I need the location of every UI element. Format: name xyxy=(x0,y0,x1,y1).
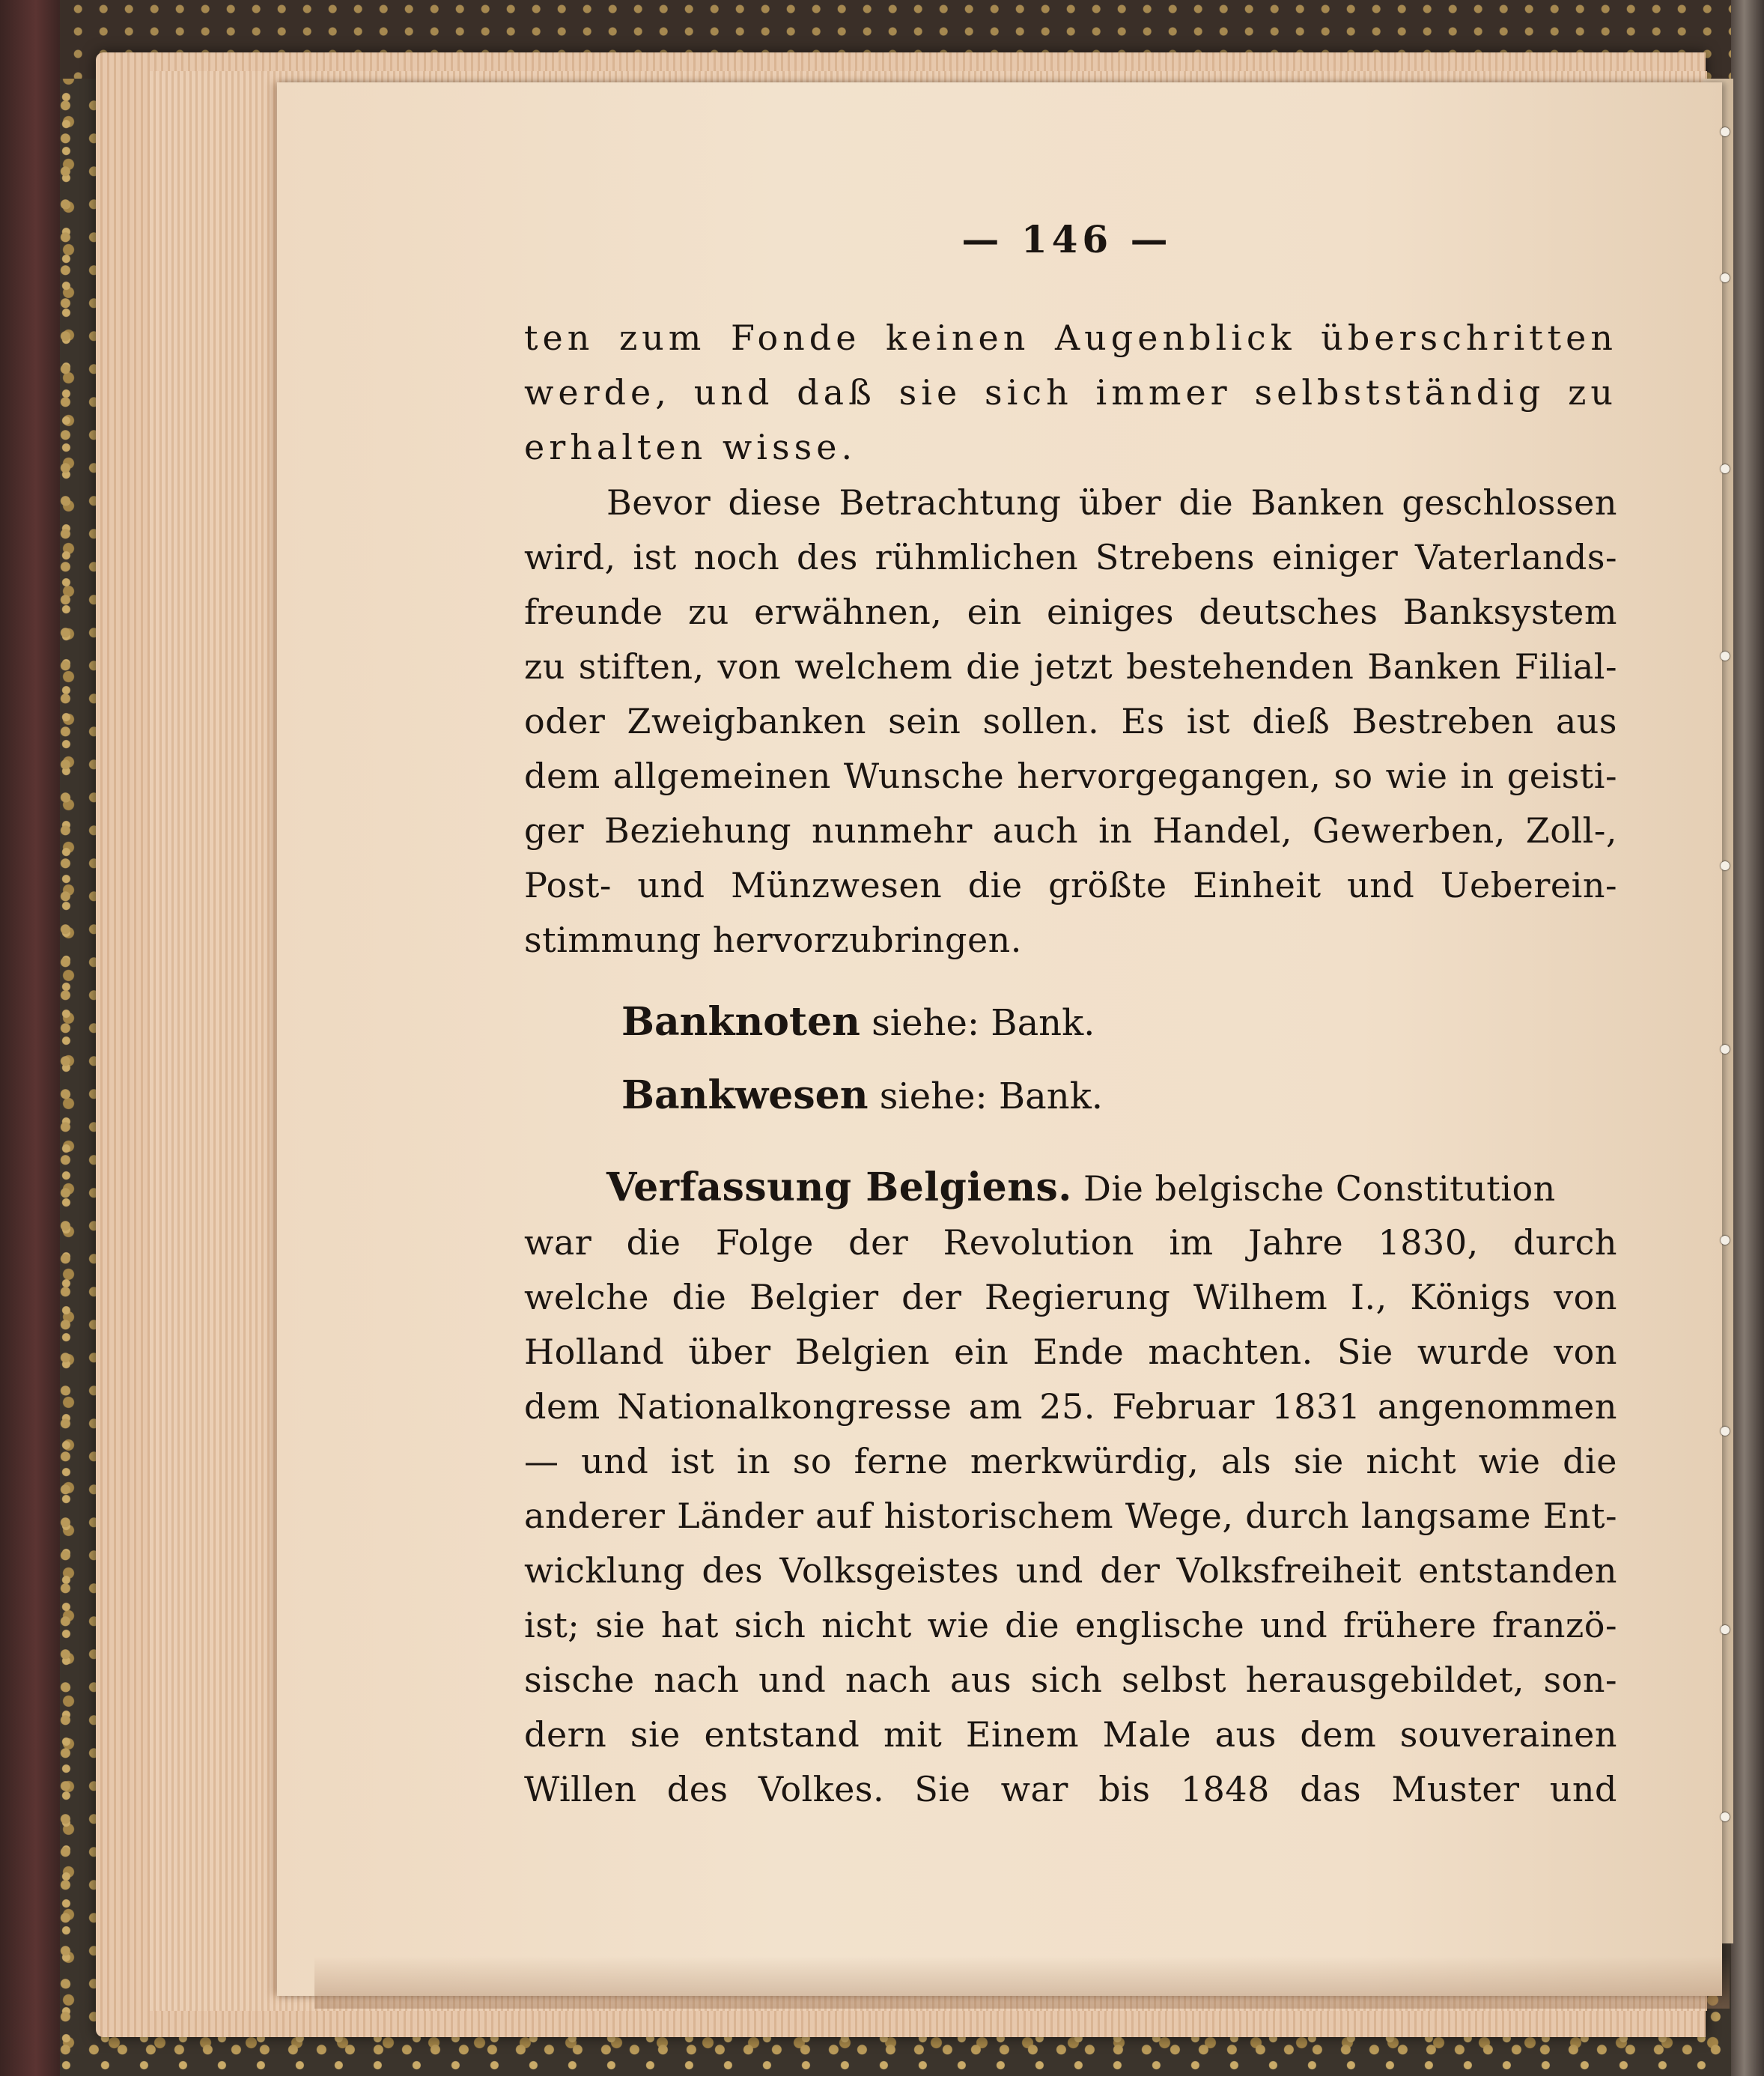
entry-headword: Bankwesen xyxy=(621,1072,869,1118)
binding-stitch xyxy=(1721,1236,1730,1245)
binding-stitch xyxy=(1721,861,1730,870)
text-line: Bevor diese Betrachtung über die Banken geschlossen xyxy=(606,482,1617,523)
text-line: ist; sie hat sich nicht wie die englische und frühere franzö- xyxy=(524,1605,1617,1645)
entry-text: siehe: Bank. xyxy=(868,1075,1104,1117)
text-line: dem Nationalkongresse am 25. Februar 1831 angenommen xyxy=(524,1386,1617,1427)
text-line: werde, und daß sie sich immer selbstständig zu xyxy=(524,372,1617,413)
text-line: stimmung hervorzubringen. xyxy=(524,920,1022,960)
text-line: dern sie entstand mit Einem Male aus dem souverainen xyxy=(524,1714,1617,1755)
text-line: Holland über Belgien ein Ende machten. Sie wurde von xyxy=(524,1332,1617,1372)
cover-leather-edge xyxy=(0,0,60,2076)
text-line: Willen des Volkes. Sie war bis 1848 das Muster und xyxy=(524,1769,1617,1809)
section-heading-line xyxy=(524,1165,1617,1211)
text-line: wird, ist noch des rühmlichen Strebens einiger Vaterlands- xyxy=(524,537,1617,577)
text-line: ten zum Fonde keinen Augenblick überschritten xyxy=(524,318,1617,358)
page-number: — 146 — xyxy=(961,217,1173,261)
dictionary-entry xyxy=(621,1069,1103,1122)
text-line: dem allgemeinen Wunsche hervorgegangen, so wie in geisti- xyxy=(524,756,1617,796)
book-spine xyxy=(1731,0,1764,2076)
text-line: zu stiften, von welchem die jetzt bestehenden Banken Filial- xyxy=(524,646,1617,687)
binding-stitch xyxy=(1721,1625,1730,1634)
entry-text: siehe: Bank. xyxy=(860,1002,1095,1044)
section-headword: Verfassung Belgiens. xyxy=(606,1165,1072,1210)
text-line: oder Zweigbanken sein sollen. Es ist dieß Bestreben aus xyxy=(524,701,1617,741)
text-line: sische nach und nach aus sich selbst herausgebildet, son- xyxy=(524,1660,1617,1700)
text-line: war die Folge der Revolution im Jahre 1830, durch xyxy=(524,1222,1617,1263)
binding-stitch xyxy=(1721,273,1730,282)
page-bottom-shadow xyxy=(314,1956,1730,2009)
text-line: erhalten wisse. xyxy=(524,427,857,467)
section-first-line: Die belgische Constitution xyxy=(1071,1168,1556,1209)
text-line: wicklung des Volksgeistes und der Volksfreiheit entstanden xyxy=(524,1550,1617,1591)
text-line: anderer Länder auf historischem Wege, durch langsame Ent- xyxy=(524,1496,1617,1536)
binding-stitch xyxy=(1721,1812,1730,1821)
text-line: — und ist in so ferne merkwürdig, als sie nicht wie die xyxy=(524,1441,1617,1481)
entry-headword: Banknoten xyxy=(621,999,860,1045)
text-line: welche die Belgier der Regierung Wilhem I., Königs von xyxy=(524,1277,1617,1317)
text-line: Post- und Münzwesen die größte Einheit und Ueberein- xyxy=(524,865,1617,905)
binding-stitch xyxy=(1721,1427,1730,1436)
binding-stitch xyxy=(1721,1045,1730,1054)
dictionary-entry xyxy=(621,996,1095,1048)
binding-stitch xyxy=(1721,127,1730,136)
text-line: freunde zu erwähnen, ein einiges deutsches Banksystem xyxy=(524,592,1617,632)
text-line: ger Beziehung nunmehr auch in Handel, Gewerben, Zoll-, xyxy=(524,810,1617,851)
binding-stitch xyxy=(1721,464,1730,473)
binding-stitch xyxy=(1721,652,1730,661)
